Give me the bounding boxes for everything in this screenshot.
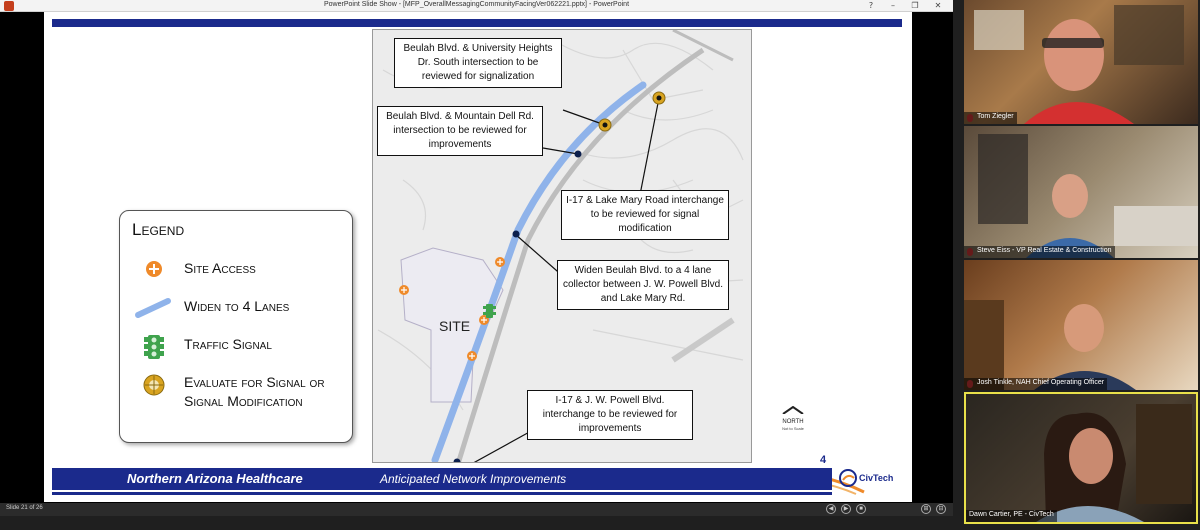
participant-name-1: Tom Ziegler [964, 112, 1017, 124]
footer-section-title: Anticipated Network Improvements [380, 472, 567, 486]
legend-label-evaluate: Evaluate for Signal or Signal Modification [184, 374, 325, 409]
participant-name-3: Josh Tinkle, NAH Chief Operating Officer [964, 378, 1107, 390]
site-access-marker-2 [495, 257, 505, 267]
restore-button[interactable]: ❐ [911, 1, 919, 10]
close-button[interactable]: ✕ [934, 1, 942, 10]
slide-indicator: Slide 21 of 26 [6, 505, 43, 511]
civtech-logo-icon [839, 469, 857, 487]
footer-company: Northern Arizona Healthcare [127, 471, 303, 486]
callout-beulah-mountain-dell: Beulah Blvd. & Mountain Dell Rd. intersection to be reviewed for improvements [377, 106, 543, 156]
participant-tile-2[interactable] [964, 126, 1198, 258]
legend-label-traffic-signal: Traffic Signal [184, 336, 272, 352]
slide-top-bar [52, 19, 902, 27]
page-number: 4 [820, 454, 827, 466]
legend-box [119, 210, 353, 443]
north-label: NORTH [782, 419, 804, 425]
normal-view-button[interactable]: ⊞ [921, 504, 931, 514]
slideshow-status-bar [0, 503, 953, 516]
help-button[interactable]: ? [868, 1, 874, 10]
widen-lanes-icon [134, 297, 174, 321]
site-access-icon [134, 259, 174, 283]
participant-video-1 [964, 0, 1198, 124]
north-scale-note: Not to Scale [782, 426, 804, 431]
participant-video-4 [966, 394, 1196, 522]
participant-name-2: Steve Eiss - VP Real Estate & Construction [964, 246, 1115, 258]
lake-mary-road [673, 30, 733, 60]
legend-label-widen: Widen to 4 Lanes [184, 298, 290, 314]
civtech-logo-text: CivTech [859, 473, 894, 483]
window-title: PowerPoint Slide Show - [MFP_OverallMessagingCommunityFacingVer062221.pptx] - PowerPoint [323, 1, 630, 8]
civtech-logo [839, 468, 905, 488]
traffic-signal-icon [134, 335, 174, 359]
site-access-marker-1 [399, 285, 409, 295]
north-arrow [778, 401, 808, 431]
site-map [372, 29, 752, 463]
marker-widen-start [513, 231, 520, 238]
evaluate-marker-lake-mary [653, 92, 665, 104]
title-bar [0, 0, 953, 12]
slide [44, 12, 912, 502]
reading-view-button[interactable]: ⊟ [936, 504, 946, 514]
legend-title: Legend [132, 220, 185, 239]
callout-i17-jw-powell: I-17 & J. W. Powell Blvd. interchange to be reviewed for improvements [527, 390, 693, 440]
participant-video-2 [964, 126, 1198, 258]
site-access-marker-4 [467, 351, 477, 361]
participant-tile-1[interactable] [964, 0, 1198, 124]
participant-tile-4-active-speaker[interactable] [964, 392, 1198, 524]
minimize-button[interactable]: – [891, 1, 895, 10]
next-slide-button[interactable]: ▶ [841, 504, 851, 514]
legend-label-site-access: Site Access [184, 260, 256, 276]
site-label: SITE [439, 318, 471, 334]
callout-beulah-university: Beulah Blvd. & University Heights Dr. South intersection to be reviewed for signalization [394, 38, 562, 88]
participant-name-4: Dawn Cartier, PE - CivTech [966, 510, 1057, 522]
north-arrow-icon [781, 406, 805, 414]
footer-bar [52, 468, 832, 490]
callout-i17-lake-mary: I-17 & Lake Mary Road interchange to be reviewed for signal modification [561, 190, 729, 240]
runway [673, 320, 733, 360]
previous-slide-button[interactable]: ◀ [826, 504, 836, 514]
evaluate-signal-icon [134, 373, 174, 397]
callout-widen-beulah: Widen Beulah Blvd. to a 4 lane collector between J. W. Powell Blvd. and Lake Mary Rd. [557, 260, 729, 310]
participant-tile-3[interactable] [964, 260, 1198, 390]
evaluate-marker-university [599, 119, 611, 131]
footer-line [52, 492, 832, 495]
marker-mountain-dell [575, 151, 582, 158]
participant-video-3 [964, 260, 1198, 390]
slide-menu-button[interactable]: ■ [856, 504, 866, 514]
